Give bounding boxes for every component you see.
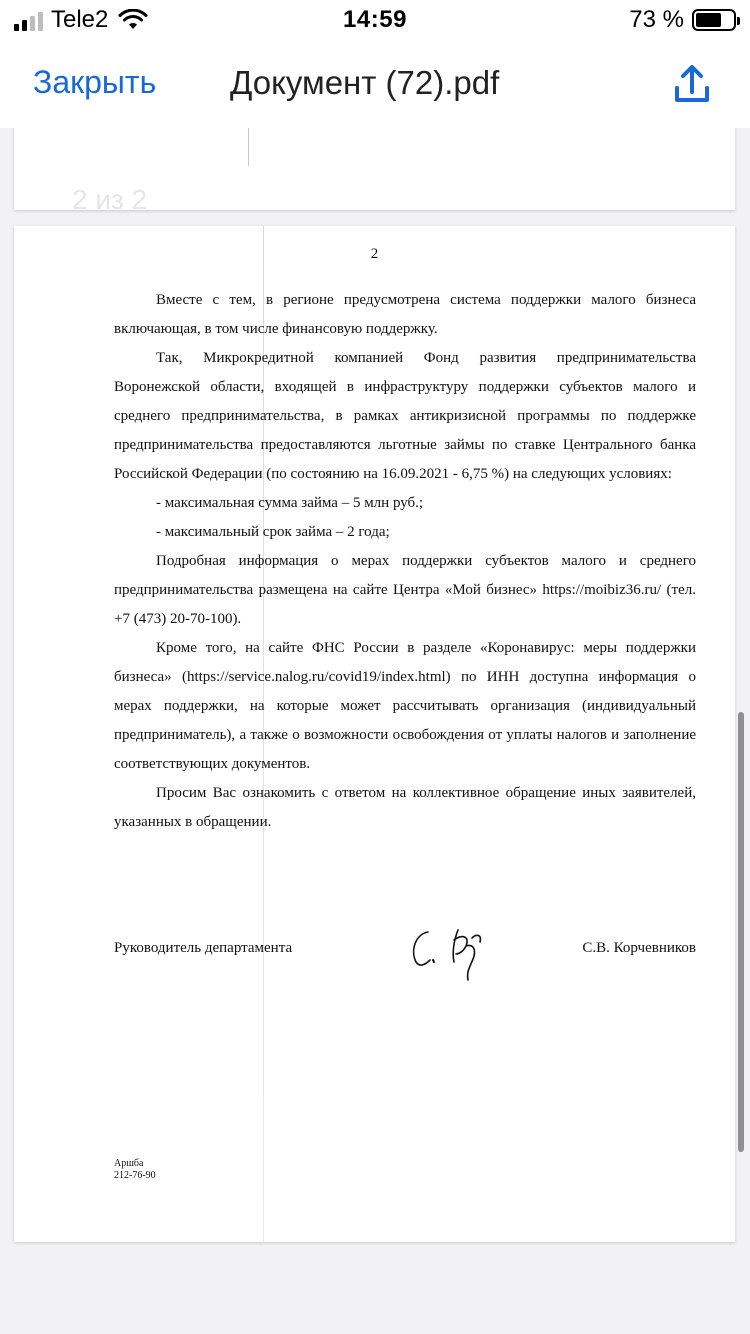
signatory-name: С.В. Корчевников — [582, 940, 696, 956]
battery-icon — [692, 9, 736, 31]
paragraph: Подробная информация о мерах поддержки субъектов малого и среднего предпринимательства размещена на сайте Центра «Мой бизнес» https://moibiz36.ru/ (тел. +7 (473) 20-70-100). — [114, 553, 696, 627]
paragraph: Кроме того, на сайте ФНС России в разделе «Коронавирус: меры поддержки бизнеса» (https://service.nalog.ru/covid19/index.html) по ИНН доступна информация о мерах поддержки, на которые может рассчитывать организация (индивидуальный предприниматель), а также о возможности освобождения от уплаты налогов и заполнение соответствующих документов. — [114, 640, 696, 772]
close-button[interactable]: Закрыть — [33, 64, 157, 100]
page-number: 2 — [370, 246, 379, 262]
list-item: - максимальный срок займа – 2 года; — [156, 524, 390, 540]
share-icon — [668, 60, 716, 108]
paragraph: Так, Микрокредитной компанией Фонд развития предпринимательства Воронежской области, входящей в инфраструктуру поддержки субъектов малого и среднего предпринимательства, в рамках антикризисной программы по поддержке предпринимательства предоставляются льготные займы по ставке Центрального банка Российской Федерации (по состоянию на 16.09.2021 - 6,75 %) на следующих условиях: — [114, 350, 696, 482]
list-item: - максимальная сумма займа – 5 млн руб.; — [156, 495, 424, 511]
status-time: 14:59 — [343, 6, 407, 33]
signature-block — [114, 926, 696, 986]
page-fold-line — [248, 128, 249, 166]
pdf-page-current — [14, 226, 735, 1242]
signatory-role: Руководитель департамента — [114, 940, 293, 956]
page-indicator: 2 из 2 — [72, 184, 148, 215]
executor-info — [114, 1158, 156, 1182]
status-bar — [0, 0, 750, 44]
document-body — [114, 286, 696, 837]
status-right — [629, 6, 736, 34]
share-button[interactable] — [668, 60, 716, 108]
paragraph: Вместе с тем, в регионе предусмотрена система поддержки малого бизнеса включающая, в том числе финансовую поддержку. — [114, 292, 696, 337]
nav-bar — [0, 44, 750, 128]
battery-percentage: 73 % — [629, 6, 684, 33]
carrier-name: Tele2 — [51, 6, 109, 33]
handwritten-signature — [406, 920, 516, 984]
pdf-viewer[interactable] — [0, 128, 750, 1334]
vertical-scrollbar[interactable] — [738, 712, 744, 1152]
paragraph: Просим Вас ознакомить с ответом на коллективное обращение иных заявителей, указанных в обращении. — [114, 785, 696, 830]
executor-name: Аршба — [114, 1158, 144, 1169]
executor-phone: 212-76-90 — [114, 1170, 156, 1181]
document-title: Документ (72).pdf — [230, 64, 500, 101]
